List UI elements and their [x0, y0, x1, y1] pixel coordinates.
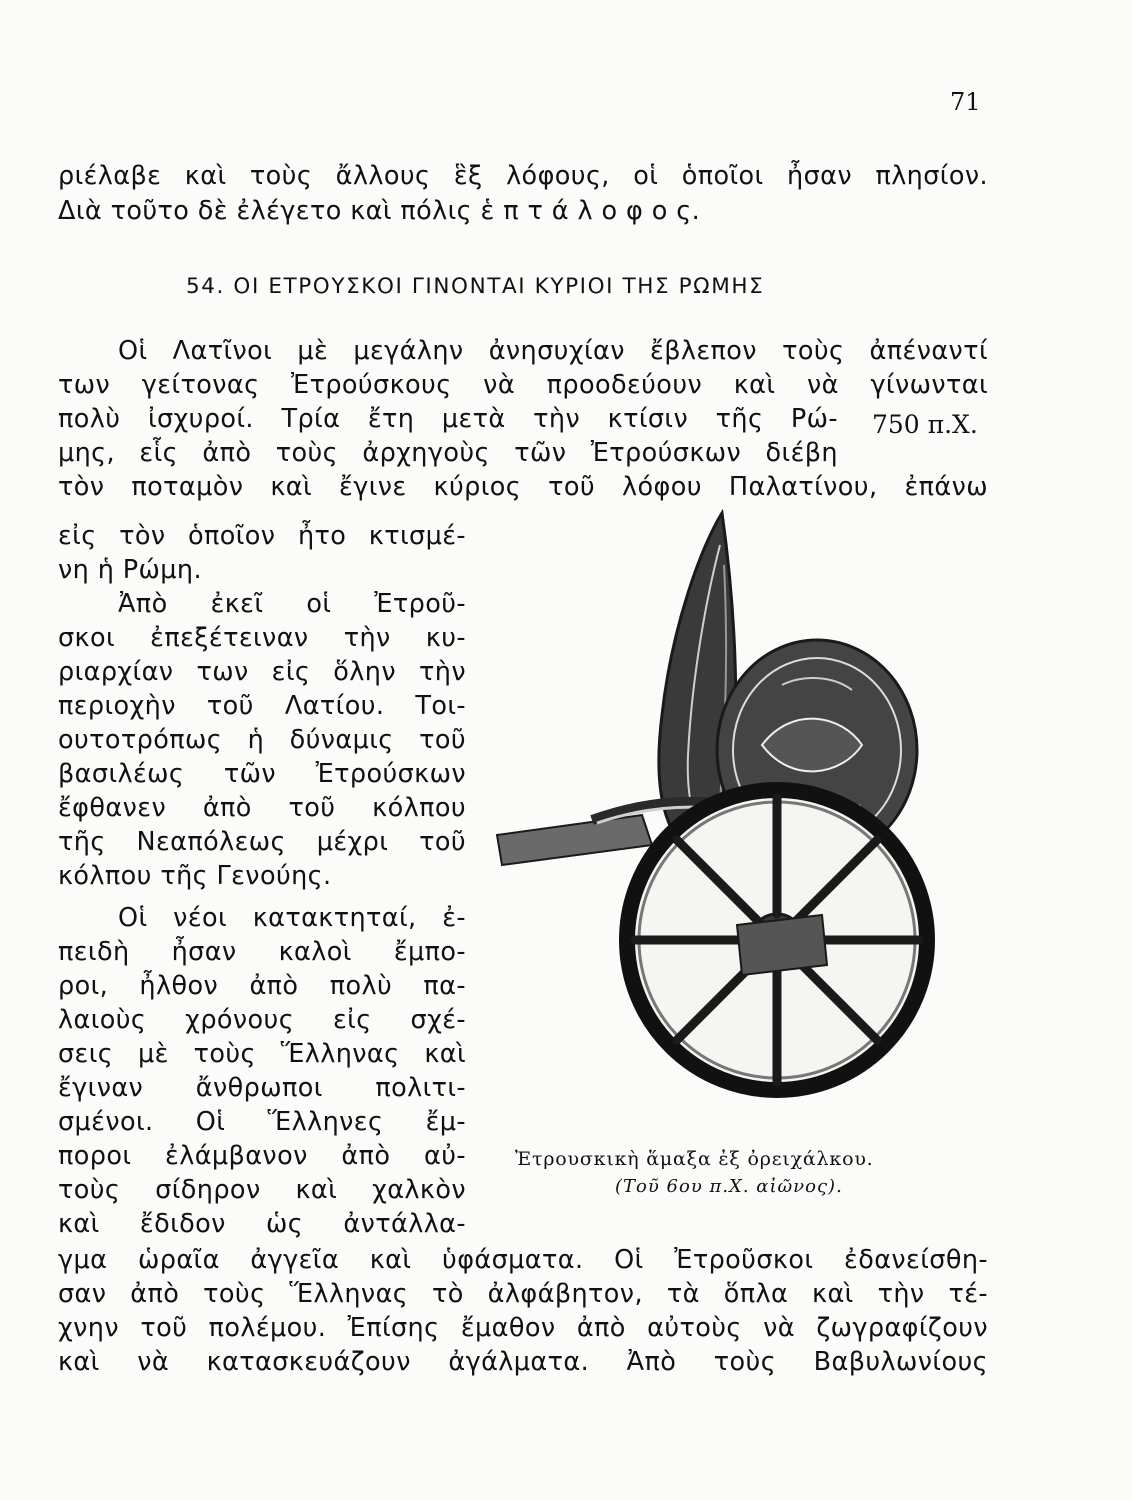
paragraph-line: πολὺ ἰσχυροί. Τρία ἔτη μετὰ τὴν κτίσιν τῆς Ρώ- [58, 404, 838, 434]
paragraph-line: Οἱ νέοι κατακτηταί, ἐ- [118, 903, 466, 933]
paragraph-line: σαν ἀπὸ τοὺς Ἕλληνας τὸ ἀλφάβητον, τὰ ὅπλα καὶ τὴν τέ- [58, 1279, 988, 1309]
paragraph-line: ποροι ἐλάμβανον ἀπὸ αὐ- [58, 1141, 466, 1171]
etruscan-chariot-illustration [492, 505, 1002, 1125]
paragraph-line: ἔφθανεν ἀπὸ τοῦ κόλπου [58, 793, 466, 823]
figure-caption-date: (Τοῦ 6ου π.Χ. αἰῶνος). [615, 1176, 843, 1197]
paragraph-line: τὸν ποταμὸν καὶ ἔγινε κύριος τοῦ λόφου Παλατίνου, ἐπάνω [58, 472, 988, 502]
paragraph-line: περιοχὴν τοῦ Λατίου. Τοι- [58, 691, 466, 721]
paragraph-line: Οἱ Λατῖνοι μὲ μεγάλην ἀνησυχίαν ἔβλεπον τοὺς ἀπέναντί [118, 336, 988, 366]
paragraph-line: κόλπου τῆς Γενούης. [58, 861, 332, 891]
page-number: 71 [950, 88, 981, 116]
section-heading: 54. ΟΙ ΕΤΡΟΥΣΚΟΙ ΓΙΝΟΝΤΑΙ ΚΥΡΙΟΙ ΤΗΣ ΡΩΜΗΣ [186, 274, 765, 299]
paragraph-line: ουτοτρόπως ἡ δύναμις τοῦ [58, 725, 466, 755]
paragraph-line: εἰς τὸν ὁποῖον ἦτο κτισμέ- [58, 521, 466, 551]
paragraph-line: χνην τοῦ πολέμου. Ἐπίσης ἔμαθον ἀπὸ αὐτοὺς νὰ ζωγραφίζουν [58, 1313, 988, 1343]
paragraph-line: ροι, ἦλθον ἀπὸ πολὺ πα- [58, 971, 466, 1001]
paragraph-line: λαιοὺς χρόνους εἰς σχέ- [58, 1005, 466, 1035]
paragraph-line: των γείτονας Ἐτρούσκους νὰ προοδεύουν καὶ νὰ γίνωνται [58, 370, 988, 400]
margin-date-note: 750 π.Χ. [872, 410, 978, 439]
paragraph-line: σμένοι. Οἱ Ἕλληνες ἔμ- [58, 1107, 466, 1137]
paragraph-line: μης, εἷς ἀπὸ τοὺς ἀρχηγοὺς τῶν Ἐτρούσκων διέβη [58, 438, 838, 468]
paragraph-line: ἔγιναν ἄνθρωποι πολιτι- [58, 1073, 466, 1103]
intro-line: Διὰ τοῦτο δὲ ἐλέγετο καὶ πόλις ἑ π τ ά λ ο φ ο ς. [58, 196, 701, 226]
paragraph-line: Ἀπὸ ἐκεῖ οἱ Ἐτροῦ- [118, 589, 466, 619]
paragraph-line: νη ἡ Ρώμη. [58, 555, 203, 585]
paragraph-line: τῆς Νεαπόλεως μέχρι τοῦ [58, 827, 466, 857]
intro-line: ριέλαβε καὶ τοὺς ἄλλους ἓξ λόφους, οἱ ὁποῖοι ἦσαν πλησίον. [58, 161, 988, 191]
paragraph-line: σεις μὲ τοὺς Ἕλληνας καὶ [58, 1039, 466, 1069]
paragraph-line: σκοι ἐπεξέτειναν τὴν κυ- [58, 623, 466, 653]
paragraph-line: τοὺς σίδηρον καὶ χαλκὸν [58, 1175, 466, 1205]
paragraph-line: πειδὴ ἦσαν καλοὶ ἔμπο- [58, 937, 466, 967]
paragraph-line: γμα ὡραῖα ἀγγεῖα καὶ ὑφάσματα. Οἱ Ἐτροῦσκοι ἐδανείσθη- [58, 1245, 988, 1275]
paragraph-line: βασιλέως τῶν Ἐτρούσκων [58, 759, 466, 789]
paragraph-line: καὶ ἔδιδον ὡς ἀντάλλα- [58, 1209, 466, 1239]
paragraph-line: ριαρχίαν των εἰς ὅλην τὴν [58, 657, 466, 687]
figure-caption: Ἐτρουσκικὴ ἅμαξα ἐξ ὀρειχάλκου. [515, 1148, 874, 1170]
paragraph-line: καὶ νὰ κατασκευάζουν ἀγάλματα. Ἀπὸ τοὺς Βαβυλωνίους [58, 1347, 988, 1377]
